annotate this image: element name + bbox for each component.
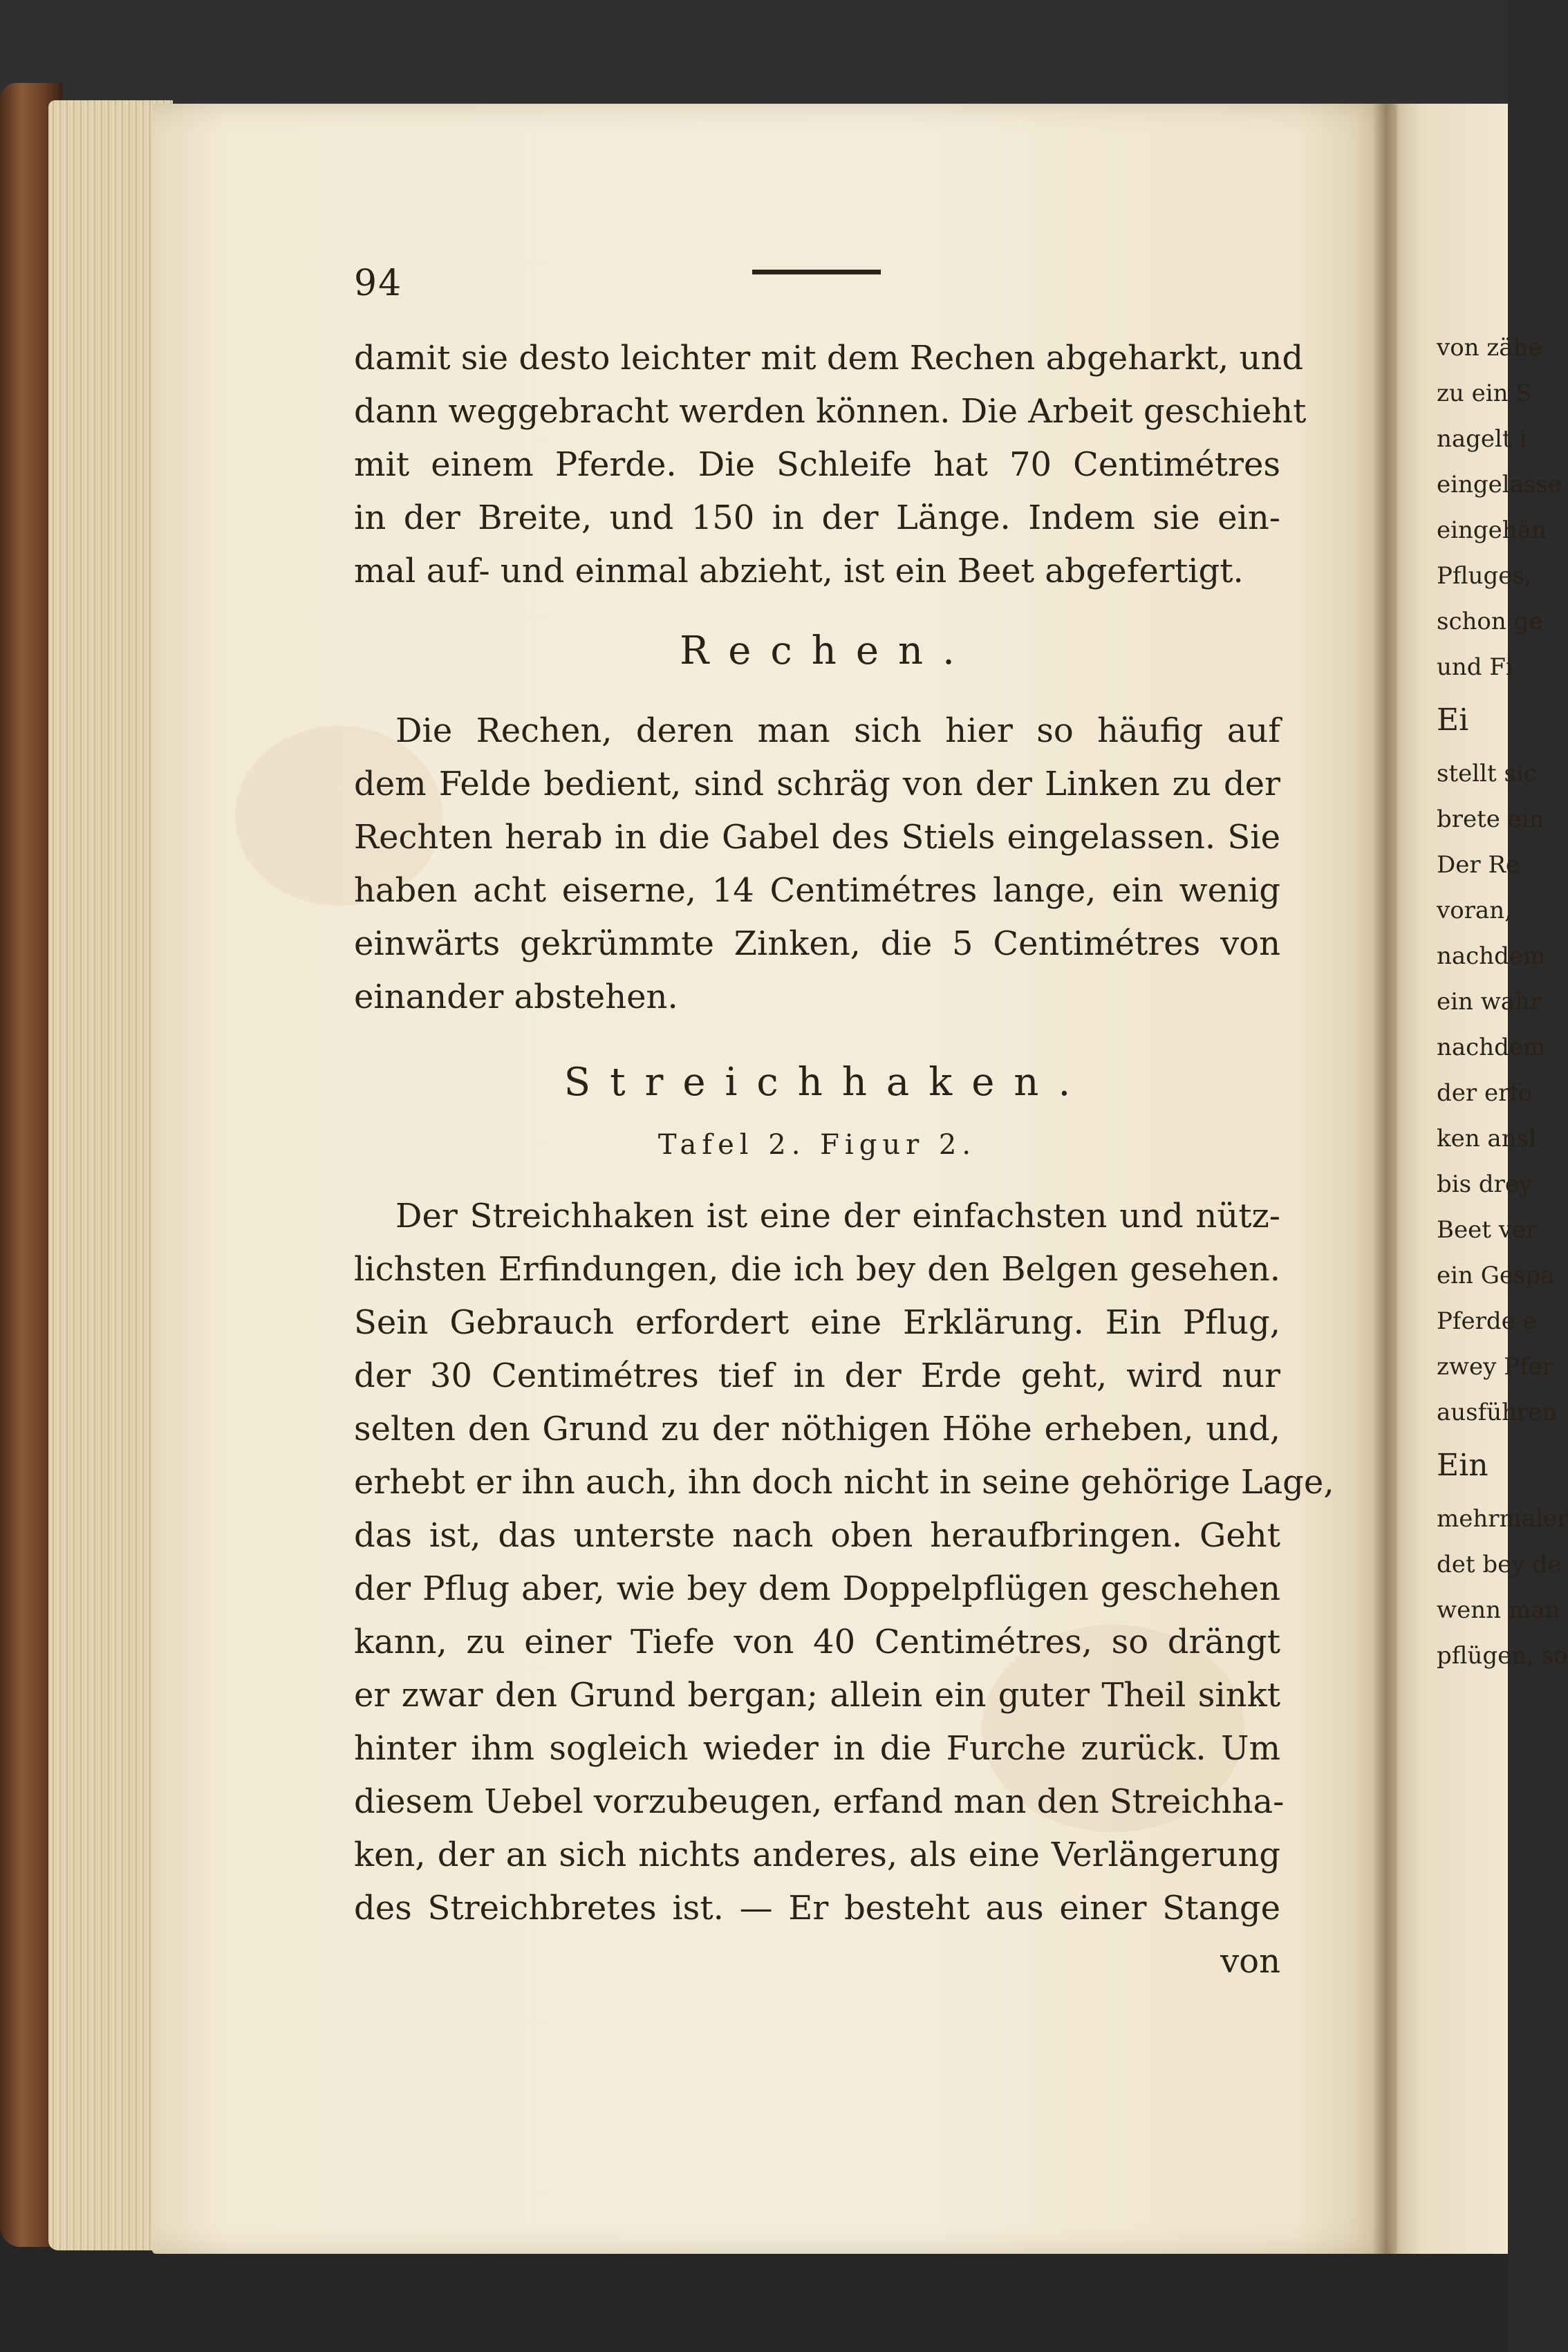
fragment-line: mehrmaler bbox=[1437, 1505, 1568, 1533]
text-line: Die Rechen, deren man sich hier so häufig auf bbox=[395, 711, 1280, 750]
figure-reference: Tafel 2. Figur 2. bbox=[657, 1129, 977, 1161]
fragment-line: eingehän bbox=[1437, 516, 1547, 544]
fragment-line: zwey Pfer bbox=[1437, 1353, 1553, 1381]
text-line: selten den Grund zu der nöthigen Höhe erheben, und, bbox=[354, 1410, 1280, 1448]
text-line: Rechten herab in die Gabel des Stiels eingelassen. Sie bbox=[354, 818, 1280, 857]
fragment-line: brete ein bbox=[1437, 805, 1544, 833]
fragment-line: nagelt i bbox=[1437, 425, 1527, 453]
text-line: einander abstehen. bbox=[354, 978, 678, 1016]
fragment-line: pflügen, so bbox=[1437, 1642, 1568, 1670]
fragment-line: eingelasse bbox=[1437, 471, 1562, 498]
fragment-line: Beet ver bbox=[1437, 1216, 1538, 1244]
next-page-fragments bbox=[1437, 325, 1568, 1679]
fragment-line: stellt sic bbox=[1437, 760, 1537, 787]
text-line: hinter ihm sogleich wieder in die Furche zurück. Um bbox=[354, 1729, 1280, 1768]
text-line: haben acht eiserne, 14 Centimétres lange, ein wenig bbox=[354, 871, 1280, 910]
section-heading-streichhaken: Streichhaken. bbox=[563, 1060, 1090, 1105]
fragment-line: nachdem bbox=[1437, 1034, 1546, 1061]
text-line: mit einem Pferde. Die Schleife hat 70 Centimétres bbox=[354, 445, 1280, 484]
text-line: das ist, das unterste nach oben heraufbringen. Geht bbox=[354, 1516, 1280, 1555]
text-line: Der Streichhaken ist eine der einfachsten und nütz- bbox=[395, 1197, 1280, 1235]
page-number: 94 bbox=[354, 263, 403, 304]
fragment-line: nachdem bbox=[1437, 942, 1546, 970]
fragment-line: von zähe bbox=[1437, 334, 1542, 362]
header-rule bbox=[752, 270, 881, 274]
fragment-line: bis drey bbox=[1437, 1170, 1533, 1198]
text-line: Sein Gebrauch erfordert eine Erklärung. Ein Pflug, bbox=[354, 1303, 1280, 1342]
text-line: in der Breite, und 150 in der Länge. Indem sie ein- bbox=[354, 498, 1280, 537]
fragment-line: voran, bbox=[1437, 897, 1512, 924]
text-line: mal auf- und einmal abzieht, ist ein Beet abgefertigt. bbox=[354, 552, 1244, 590]
text-line: dann weggebracht werden können. Die Arbeit geschieht bbox=[354, 392, 1307, 431]
fragment-line: Ein bbox=[1437, 1448, 1488, 1483]
fragment-line: und Fi bbox=[1437, 653, 1513, 681]
fragment-line: zu ein S bbox=[1437, 380, 1532, 407]
page-body bbox=[354, 332, 1334, 1988]
fragment-line: schon ge bbox=[1437, 608, 1543, 635]
text-line: erhebt er ihn auch, ihn doch nicht in seine gehörige Lage, bbox=[354, 1463, 1334, 1502]
catchword: von bbox=[1220, 1942, 1280, 1981]
text-line: diesem Uebel vorzubeugen, erfand man den Streichha- bbox=[354, 1782, 1285, 1821]
fragment-line: Der Re bbox=[1437, 851, 1520, 879]
text-line: ken, der an sich nichts anderes, als eine Verlängerung bbox=[354, 1836, 1280, 1874]
fragment-line: wenn man bbox=[1437, 1596, 1560, 1624]
text-line: der 30 Centimétres tief in der Erde geht, wird nur bbox=[354, 1356, 1280, 1395]
fragment-line: det bey de bbox=[1437, 1551, 1562, 1578]
gutter-shadow bbox=[1372, 104, 1400, 2254]
fragment-line: ken ansl bbox=[1437, 1125, 1536, 1152]
text-line: dem Felde bedient, sind schräg von der Linken zu der bbox=[354, 765, 1280, 803]
fragment-line: Pferde e bbox=[1437, 1307, 1537, 1335]
text-line: einwärts gekrümmte Zinken, die 5 Centimétres von bbox=[354, 924, 1280, 963]
text-line: der Pflug aber, wie bey dem Doppelpflügen geschehen bbox=[354, 1569, 1280, 1608]
text-line: kann, zu einer Tiefe von 40 Centimétres, so drängt bbox=[354, 1623, 1280, 1661]
fragment-line: ein Gespa bbox=[1437, 1262, 1555, 1289]
section-heading-rechen: Rechen. bbox=[680, 628, 974, 673]
text-line: des Streichbretes ist. — Er besteht aus einer Stange bbox=[354, 1889, 1280, 1928]
fragment-line: der erfo bbox=[1437, 1079, 1533, 1107]
fragment-line: Pfluges, bbox=[1437, 562, 1532, 590]
text-line: damit sie desto leichter mit dem Rechen abgeharkt, und bbox=[354, 339, 1304, 377]
text-line: lichsten Erfindungen, die ich bey den Belgen gesehen. bbox=[354, 1250, 1280, 1289]
fragment-line: Ei bbox=[1437, 702, 1469, 738]
fragment-line: ausführen bbox=[1437, 1399, 1558, 1426]
fragment-line: ein wahr bbox=[1437, 988, 1542, 1016]
text-line: er zwar den Grund bergan; allein ein guter Theil sinkt bbox=[354, 1676, 1280, 1715]
